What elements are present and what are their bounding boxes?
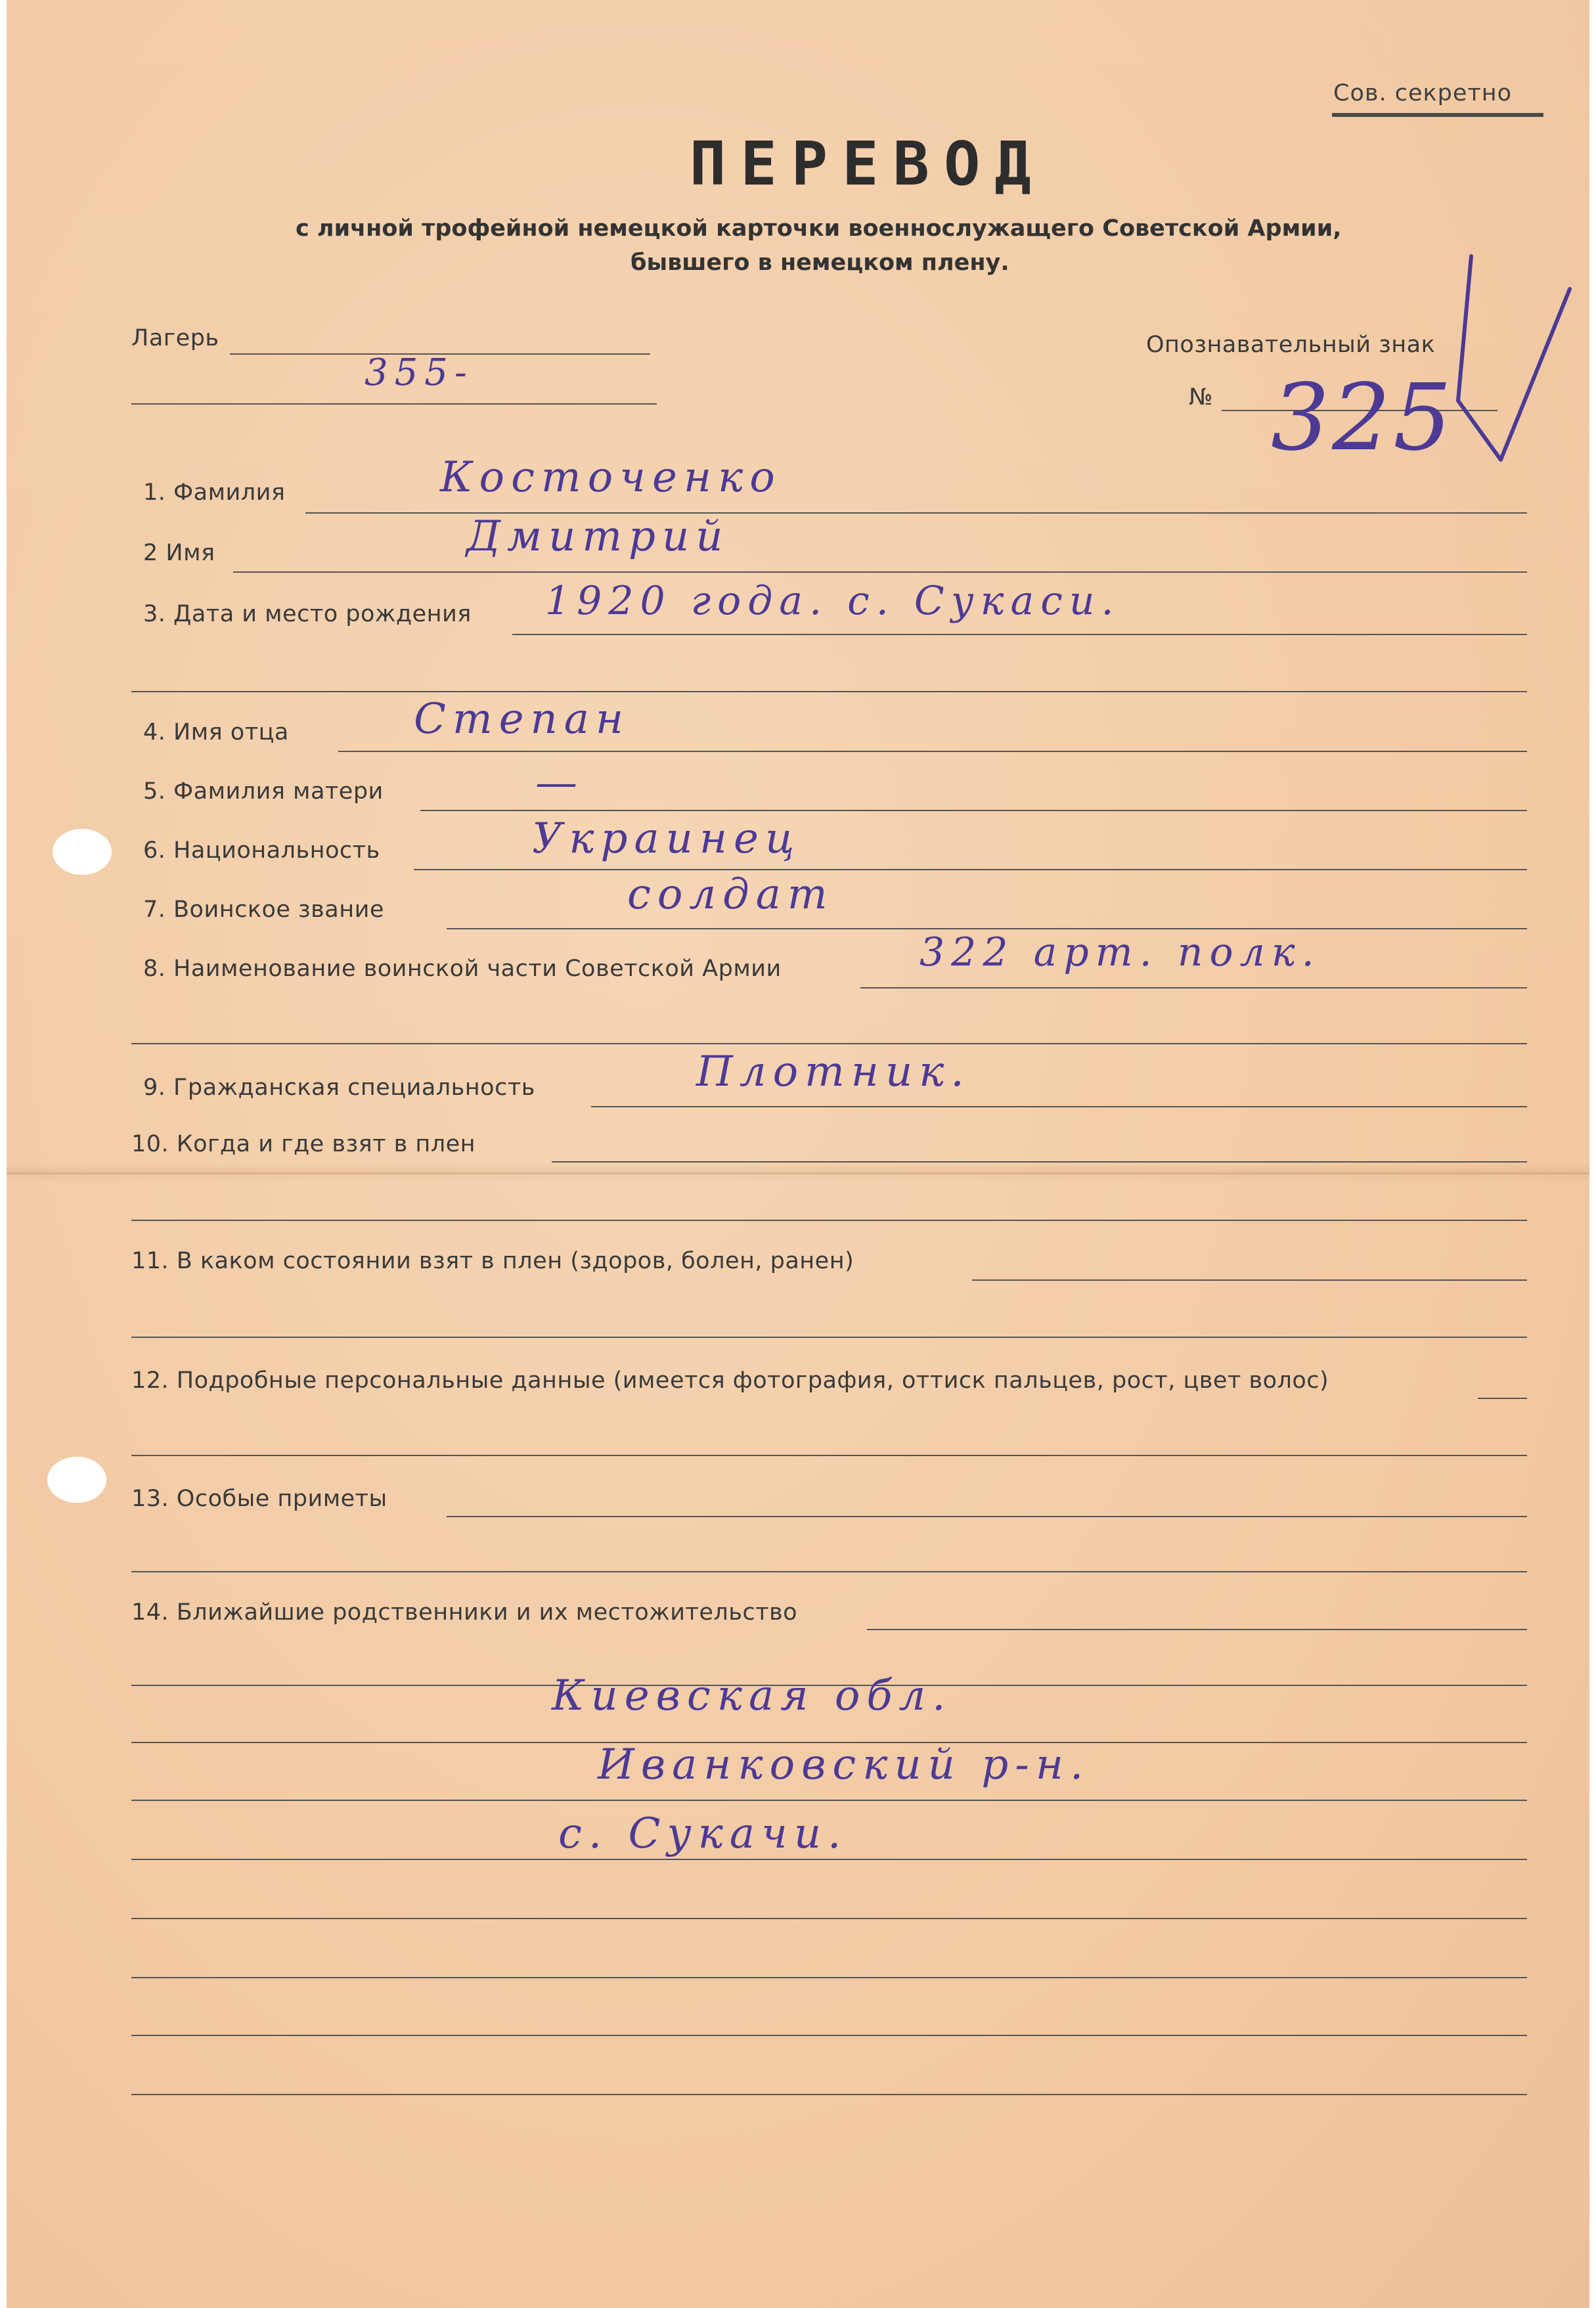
- id-tag-number-label: №: [1189, 384, 1213, 411]
- field-9-label: 9. Гражданская специальность: [143, 1075, 535, 1101]
- camp-label: Лагерь: [131, 325, 219, 351]
- punch-hole-bottom: [47, 1457, 106, 1503]
- field-9-value: Плотник.: [696, 1048, 971, 1096]
- field-8-line-2: [131, 1043, 1527, 1044]
- field-11-label: 11. В каком состоянии взят в плен (здоров, болен, ранен): [131, 1248, 854, 1274]
- field-6-label: 6. Национальность: [143, 837, 380, 864]
- field-8-line: [860, 987, 1527, 988]
- field-4-line: [338, 751, 1527, 752]
- field-3-line-2: [131, 691, 1527, 692]
- field-6-line: [414, 869, 1527, 870]
- field-10-line-2: [131, 1220, 1527, 1221]
- camp-value: 355-: [365, 351, 474, 394]
- field-8-value: 322 арт. полк.: [920, 929, 1321, 975]
- field-14-line-6: [131, 1918, 1527, 1919]
- field-14-line-4: [131, 1800, 1527, 1801]
- classification-underline: [1332, 113, 1543, 117]
- field-3-value: 1920 года. с. Сукаси.: [545, 578, 1120, 624]
- id-tag-value: 325: [1271, 365, 1455, 472]
- field-14-line: [867, 1629, 1527, 1630]
- field-1-value: Косточенко: [440, 453, 782, 502]
- field-6-value: Украинец: [532, 814, 801, 863]
- field-3-label: 3. Дата и место рождения: [143, 601, 472, 627]
- field-12-line: [1478, 1398, 1527, 1399]
- field-12-line-2: [131, 1455, 1527, 1456]
- field-10-label: 10. Когда и где взят в плен: [131, 1131, 476, 1157]
- field-5-label: 5. Фамилия матери: [143, 778, 384, 805]
- field-11-line: [972, 1279, 1527, 1281]
- id-tag-label: Опознавательный знак: [1146, 332, 1436, 358]
- field-14-line-5: [131, 1859, 1527, 1860]
- field-12-label: 12. Подробные персональные данные (имеется фотография, оттиск пальцев, рост, цвет волос): [131, 1367, 1329, 1394]
- field-3-line: [512, 634, 1527, 635]
- document-sheet: [7, 0, 1589, 2308]
- document-subtitle-line1: с личной трофейной немецкой карточки военнослужащего Советской Армии,: [296, 215, 1342, 242]
- field-5-line: [420, 810, 1527, 811]
- field-14-label: 14. Ближайшие родственники и их местожительство: [131, 1599, 798, 1626]
- document-title: ПЕРЕВОД: [690, 129, 1046, 199]
- field-13-line-2: [131, 1571, 1527, 1572]
- camp-line-2: [131, 403, 657, 405]
- field-9-line: [591, 1106, 1527, 1107]
- field-7-label: 7. Воинское звание: [143, 897, 384, 923]
- field-2-value: Дмитрий: [466, 512, 730, 561]
- field-1-label: 1. Фамилия: [143, 479, 286, 506]
- document-subtitle-line2: бывшего в немецком плену.: [631, 250, 1009, 276]
- field-14-line-8: [131, 2035, 1527, 2036]
- field-4-value: Степан: [414, 695, 631, 743]
- field-4-label: 4. Имя отца: [143, 719, 289, 745]
- classification-stamp: Сов. секретно: [1333, 80, 1513, 106]
- field-14-value-line2: Иванковский р-н.: [598, 1741, 1090, 1789]
- field-14-value-line3: с. Сукачи.: [558, 1809, 848, 1858]
- field-13-line: [447, 1516, 1527, 1517]
- field-14-line-9: [131, 2094, 1527, 2095]
- field-2-line: [233, 571, 1527, 573]
- field-11-line-2: [131, 1337, 1527, 1338]
- punch-hole-top: [53, 829, 112, 875]
- field-14-line-7: [131, 1977, 1527, 1978]
- field-2-label: 2 Имя: [143, 540, 215, 566]
- field-10-line: [552, 1161, 1527, 1163]
- handwritten-checkmark: [1419, 250, 1589, 473]
- field-5-value: —: [535, 759, 584, 807]
- field-13-label: 13. Особые приметы: [131, 1486, 388, 1512]
- field-7-value: солдат: [627, 870, 834, 919]
- field-8-label: 8. Наименование воинской части Советской Армии: [143, 956, 782, 982]
- fold-crease: [7, 1172, 1589, 1174]
- field-14-value-line1: Киевская обл.: [552, 1672, 952, 1720]
